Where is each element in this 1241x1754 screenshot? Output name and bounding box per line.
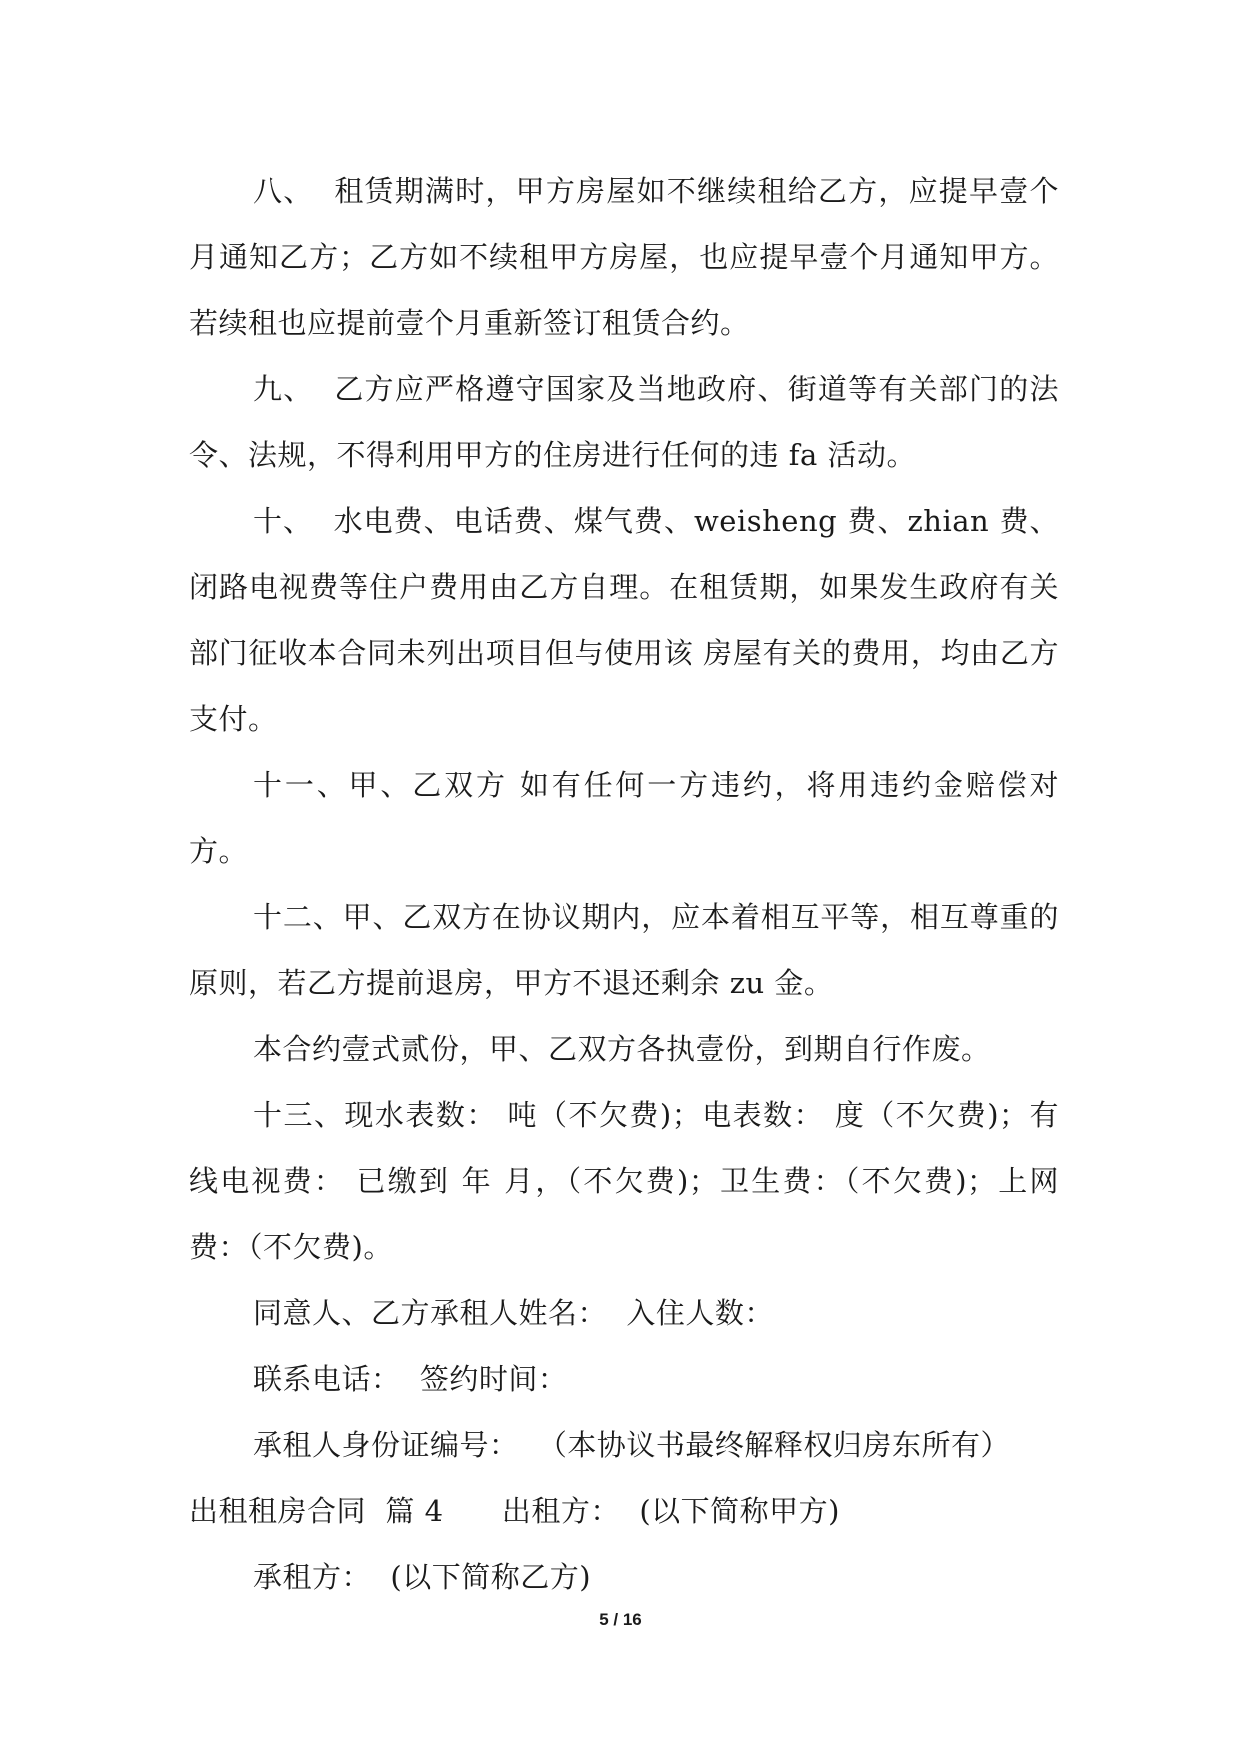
- id-number-line: 承租人身份证编号： （本协议书最终解释权归房东所有）: [253, 1428, 1010, 1462]
- clause-9: 九、 乙方应严格遵守国家及当地政府、街道等有关部门的法令、法规，不得利用甲方的住房进行任何的违 fa 活动。: [189, 372, 1059, 472]
- copies-statement: 本合约壹式贰份，甲、乙双方各执壹份，到期自行作废。: [253, 1032, 991, 1066]
- tenant-name-line: 同意人、乙方承租人姓名： 入住人数：: [253, 1296, 774, 1330]
- clause-8: 八、 租赁期满时，甲方房屋如不继续租给乙方，应提早壹个月通知乙方；乙方如不续租甲方房屋，也应提早壹个月通知甲方。若续租也应提前壹个月重新签订租赁合约。: [189, 174, 1059, 340]
- contact-line: 联系电话： 签约时间：: [253, 1362, 568, 1396]
- clause-10: 十、 水电费、电话费、煤气费、weisheng 费、zhian 费、闭路电视费等住户费用由乙方自理。在租赁期，如果发生政府有关部门征收本合同未列出项目但与使用该 房屋有关的费用，均由乙方支付。: [189, 504, 1059, 736]
- clause-12: 十二、甲、乙双方在协议期内，应本着相互平等，相互尊重的原则，若乙方提前退房，甲方不退还剩余 zu 金。: [189, 900, 1059, 1000]
- lessee-line: 承租方： (以下简称乙方): [253, 1560, 592, 1594]
- clause-13-meter-readings: 十三、现水表数： 吨（不欠费)；电表数： 度（不欠费)；有线电视费： 已缴到 年 月，（不欠费)；卫生费：（不欠费)；上网费：（不欠费)。: [189, 1098, 1059, 1264]
- body-text: [189, 158, 1059, 1610]
- page-number: 5 / 16: [599, 1610, 642, 1629]
- contract-4-heading: 出租租房合同 篇 4 出租方： (以下简称甲方): [189, 1494, 840, 1528]
- clause-11: 十一、甲、乙双方 如有任何一方违约，将用违约金赔偿对方。: [189, 768, 1059, 868]
